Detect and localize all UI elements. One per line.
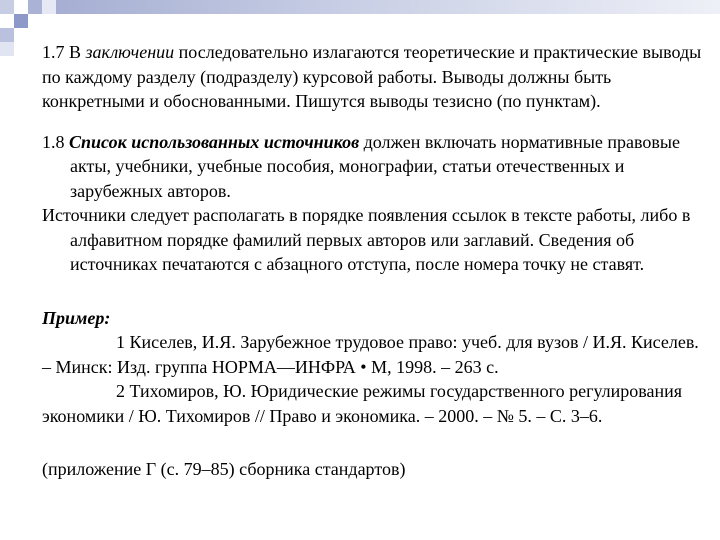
example-item-2: 2 Тихомиров, Ю. Юридические режимы государственного регулирования экономики / Ю. Тихомиров // Право и экономика. – 2000. – № 5. – С. 3–6.: [42, 381, 683, 426]
section-number: 1.8: [42, 131, 69, 152]
conclusion-text: последовательно излагаются теоретические и практические выводы по каждому разделу (подразделу) курсовой работы. Выводы должны быть конкретными и обоснованными. Пишутся выводы тезисно (по пунктам).: [42, 42, 702, 111]
sources-list-text: должен включать нормативные правовые акты, учебники, учебные пособия, монографии, статьи отечественных и зарубежных авторов.: [70, 131, 680, 201]
slide-body: [42, 40, 702, 482]
paragraph-sources-list: [42, 130, 702, 204]
example-item-1: 1 Киселев, И.Я. Зарубежное трудовое право: учеб. для вузов / И.Я. Киселев. – Минск: Изд. группа НОРМА—ИНФРА • М, 1998. – 263 с.: [42, 332, 699, 377]
paragraph-sources-rule: Источники следует располагать в порядке появления ссылок в тексте работы, либо в алфавитном порядке фамилий первых авторов или заглавий. Сведения об источниках печатаются с абзацного отступа, после номера точку не ставят.: [42, 205, 691, 274]
top-gradient-bar: [56, 0, 720, 14]
appendix-note: (приложение Г (с. 79–85) сборника стандартов): [42, 459, 406, 479]
paragraph-conclusion: [42, 40, 702, 114]
example-heading: Пример:: [42, 307, 111, 328]
term-conclusion: заключении: [85, 42, 175, 62]
term-sources-list: Список использованных источников: [69, 131, 360, 152]
section-number: 1.7 В: [42, 42, 86, 62]
